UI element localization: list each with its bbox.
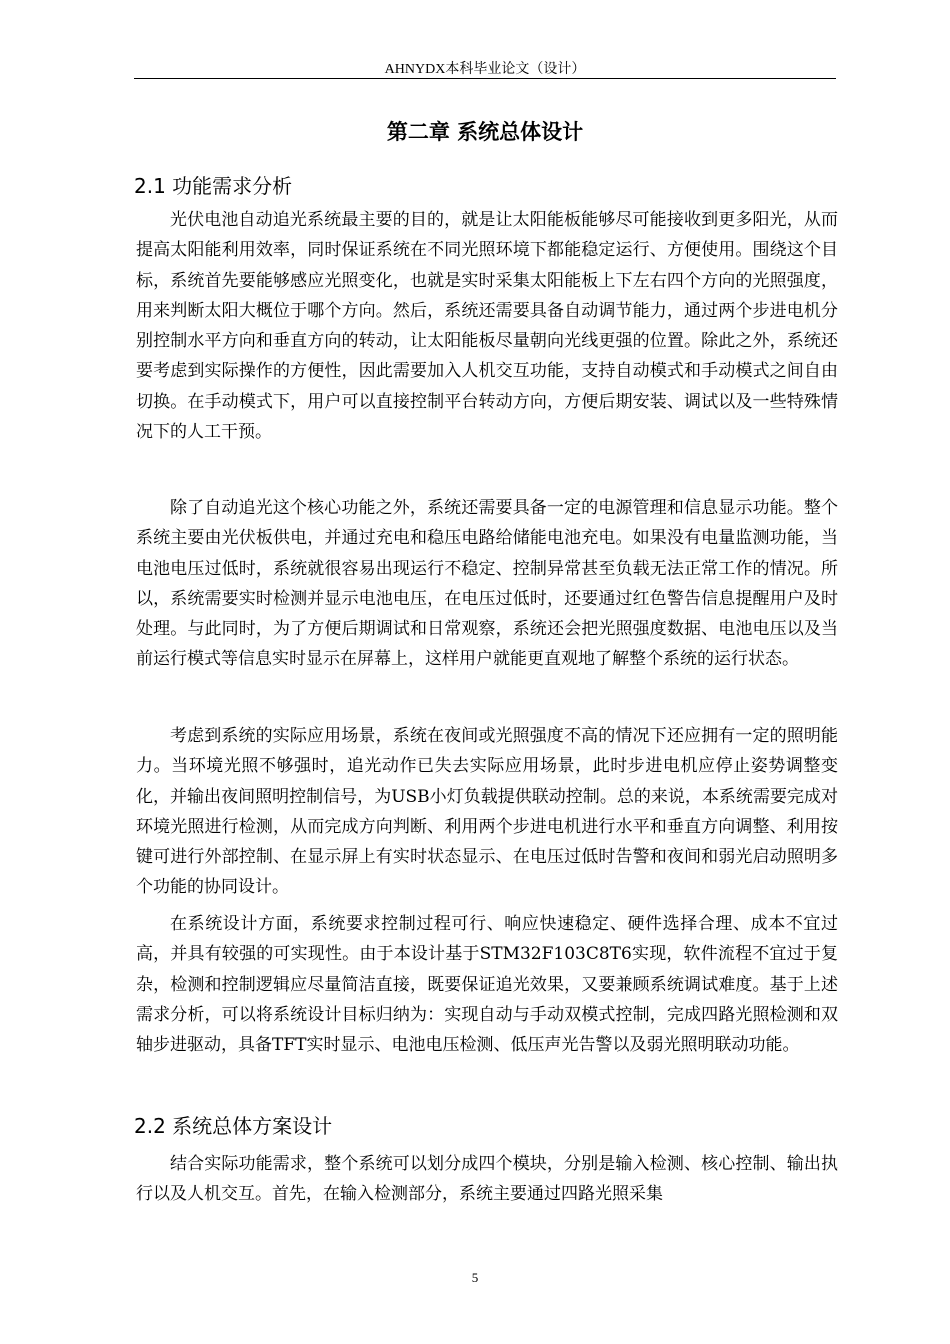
paragraph: 结合实际功能需求，整个系统可以划分成四个模块，分别是输入检测、核心控制、输出执行以及人机交互。首先，在输入检测部分，系统主要通过四路光照采集 bbox=[136, 1154, 838, 1205]
page-number: 5 bbox=[471, 1270, 479, 1285]
header-text: AHNYDX本科毕业论文（设计） bbox=[384, 62, 586, 77]
paragraph: 考虑到系统的实际应用场景，系统在夜间或光照强度不高的情况下还应拥有一定的照明能力。当环境光照不够强时，追光动作已失去实际应用场景，此时步进电机应停止姿势调整变化，并输出夜间照明控制信号，为USB小灯负载提供联动控制。总的来说，本系统需要完成对环境光照进行检测，从而完成方向判断、利用两个步进电机进行水平和垂直方向调整、利用按键可进行外部控制、在显示屏上有实时状态显示、在电压过低时告警和夜间和弱光启动照明多个功能的协同设计。 bbox=[136, 726, 838, 898]
paragraph: 在系统设计方面，系统要求控制过程可行、响应快速稳定、硬件选择合理、成本不宜过高，并具有较强的可实现性。由于本设计基于STM32F103C8T6实现，软件流程不宜过于复杂，检测和控制逻辑应尽量简洁直接，既要保证追光效果，又要兼顾系统调试难度。基于上述需求分析，可以将系统设计目标归纳为：实现自动与手动双模式控制，完成四路光照检测和双轴步进驱动，具备TFT实时显示、电池电压检测、低压声光告警以及弱光照明联动功能。 bbox=[136, 914, 838, 1056]
section-title-2-2: 2.2 系统总体方案设计 bbox=[134, 1114, 333, 1138]
section-title-2-1: 2.1 功能需求分析 bbox=[134, 174, 293, 198]
page-header bbox=[134, 46, 836, 79]
paragraph: 光伏电池自动追光系统最主要的目的，就是让太阳能板能够尽可能接收到更多阳光，从而提高太阳能利用效率，同时保证系统在不同光照环境下都能稳定运行、方便使用。围绕这个目标，系统首先要能够感应光照变化，也就是实时采集太阳能板上下左右四个方向的光照强度，用来判断太阳大概位于哪个方向。然后，系统还需要具备自动调节能力，通过两个步进电机分别控制水平方向和垂直方向的转动，让太阳能板尽量朝向光线更强的位置。除此之外，系统还要考虑到实际操作的方便性，因此需要加入人机交互功能，支持自动模式和手动模式之间自由切换。在手动模式下，用户可以直接控制平台转动方向，方便后期安装、调试以及一些特殊情况下的人工干预。 bbox=[136, 210, 838, 443]
chapter-title: 第二章 系统总体设计 bbox=[386, 120, 584, 144]
paragraph: 除了自动追光这个核心功能之外，系统还需要具备一定的电源管理和信息显示功能。整个系统主要由光伏板供电，并通过充电和稳压电路给储能电池充电。如果没有电量监测功能，当电池电压过低时，系统就很容易出现运行不稳定、控制异常甚至负载无法正常工作的情况。所以，系统需要实时检测并显示电池电压，在电压过低时，还要通过红色警告信息提醒用户及时处理。与此同时，为了方便后期调试和日常观察，系统还会把光照强度数据、电池电压以及当前运行模式等信息实时显示在屏幕上，这样用户就能更直观地了解整个系统的运行状态。 bbox=[136, 498, 838, 670]
